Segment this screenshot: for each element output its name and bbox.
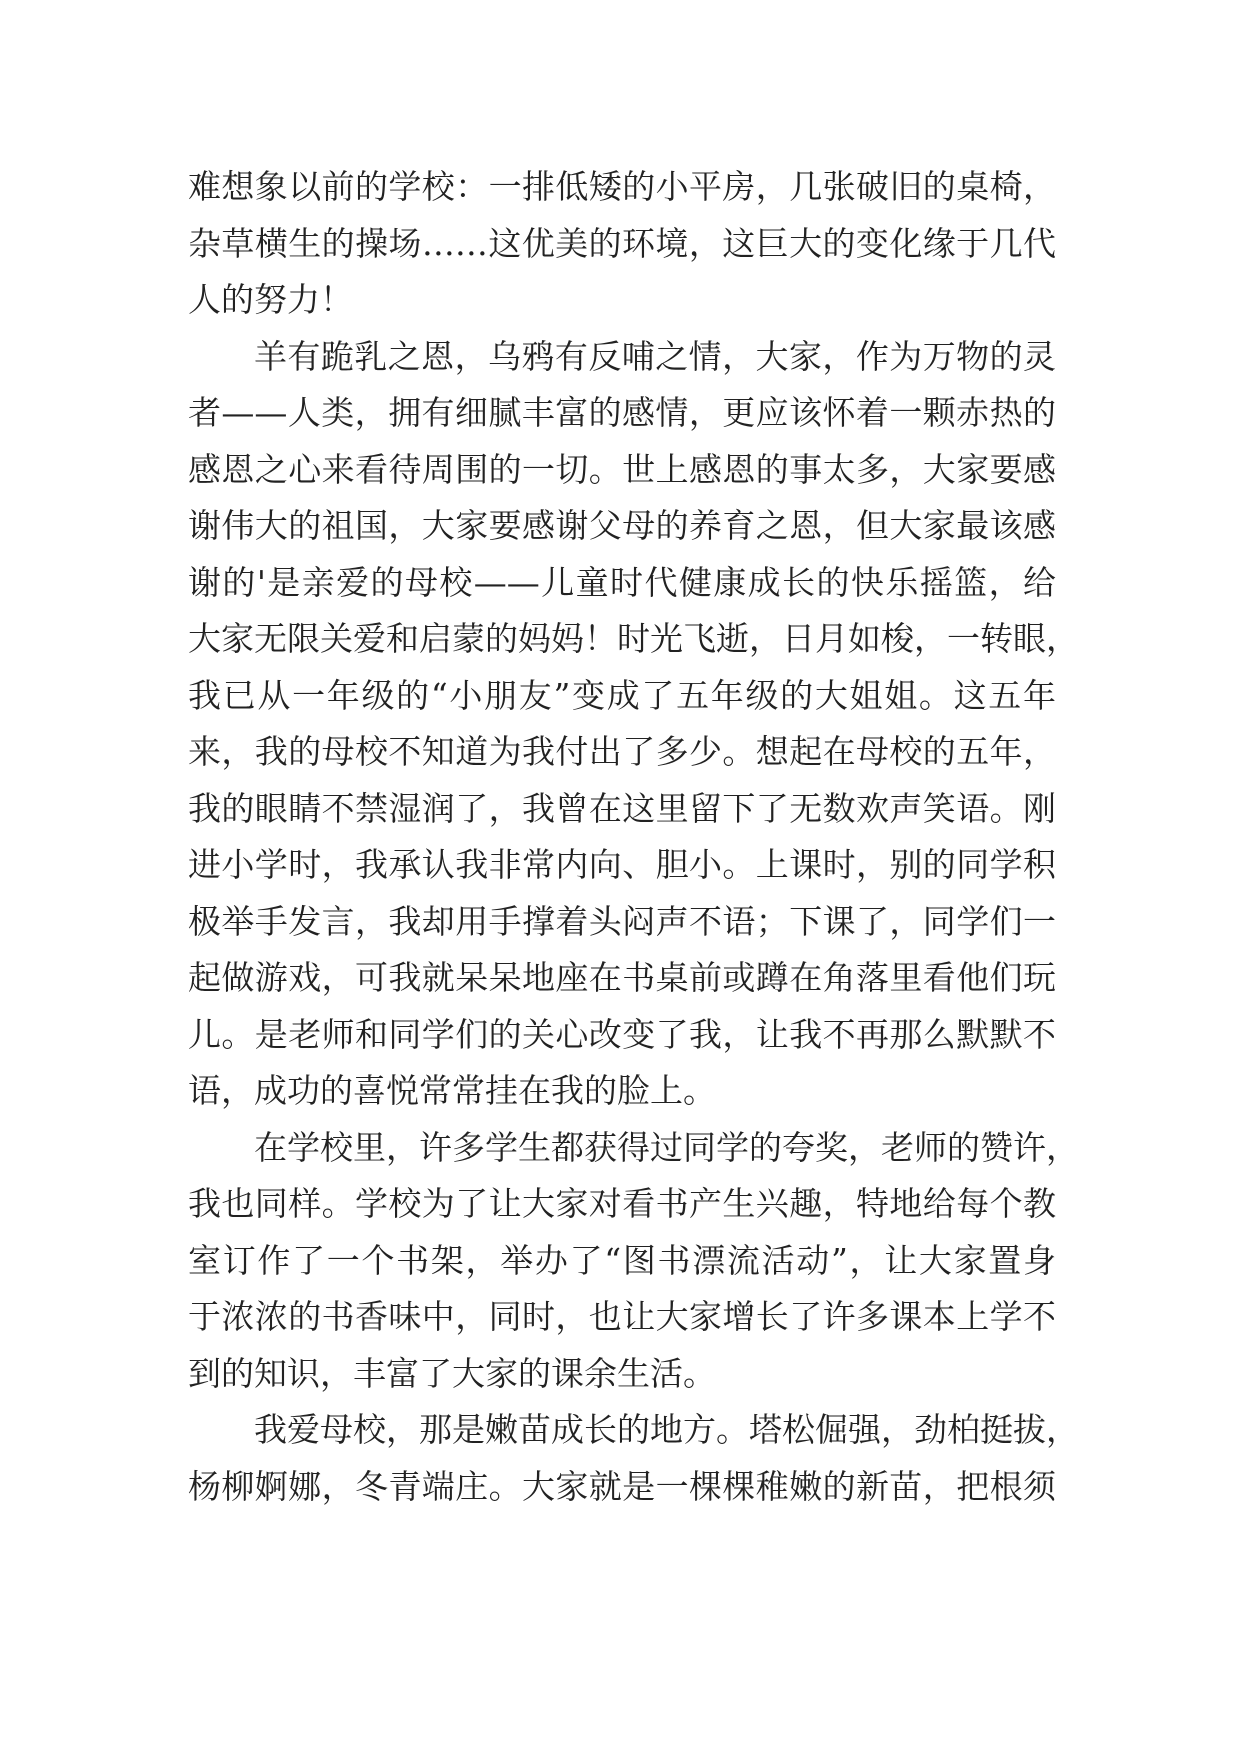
text-line: 我已从一年级的“小朋友”变成了五年级的大姐姐。这五年: [188, 675, 1056, 715]
text-line: 极举手发言，我却用手撑着头闷声不语；下课了，同学们一: [188, 901, 1056, 941]
text-line: 起做游戏，可我就呆呆地座在书桌前或蹲在角落里看他们玩: [188, 958, 1056, 997]
text-line: 语，成功的喜悦常常挂在我的脸上。: [188, 1071, 716, 1110]
text-line: 人的努力！: [188, 280, 353, 319]
text-line: 谢伟大的祖国，大家要感谢父母的养育之恩，但大家最该感: [188, 506, 1056, 545]
text-line: 来，我的母校不知道为我付出了多少。想起在母校的五年，: [188, 732, 1056, 771]
text-line: 杂草横生的操场……这优美的环境，这巨大的变化缘于几代: [188, 223, 1056, 263]
paragraph-first-line: 在学校里，许多学生都获得过同学的夸奖，老师的赞许，: [254, 1127, 1079, 1167]
text-line: 大家无限关爱和启蒙的妈妈！时光飞逝，日月如梭，一转眼，: [188, 619, 1079, 658]
text-line: 感恩之心来看待周围的一切。世上感恩的事太多，大家要感: [188, 449, 1056, 489]
text-line: 儿。是老师和同学们的关心改变了我，让我不再那么默默不: [188, 1014, 1056, 1054]
paragraph-first-line: 羊有跪乳之恩，乌鸦有反哺之情，大家，作为万物的灵: [254, 336, 1056, 376]
text-line: 我的眼睛不禁湿润了，我曾在这里留下了无数欢声笑语。刚: [188, 788, 1056, 828]
text-line: 难想象以前的学校：一排低矮的小平房，几张破旧的桌椅，: [188, 167, 1056, 206]
text-line: 室订作了一个书架，举办了“图书漂流活动”，让大家置身: [188, 1240, 1056, 1280]
text-line: 杨柳婀娜，冬青端庄。大家就是一棵棵稚嫩的新苗，把根须: [188, 1466, 1056, 1506]
text-line: 者——人类，拥有细腻丰富的感情，更应该怀着一颗赤热的: [188, 393, 1056, 432]
text-line: 到的知识，丰富了大家的课余生活。: [188, 1353, 716, 1393]
text-line: 进小学时，我承认我非常内向、胆小。上课时，别的同学积: [188, 845, 1056, 884]
paragraph-first-line: 我爱母校，那是嫩苗成长的地方。塔松倔强，劲柏挺拔，: [254, 1410, 1079, 1449]
text-line: 于浓浓的书香味中，同时，也让大家增长了许多课本上学不: [188, 1297, 1056, 1336]
document-body: [188, 159, 1079, 1515]
text-line: 我也同样。学校为了让大家对看书产生兴趣，特地给每个教: [188, 1184, 1056, 1223]
text-line: 谢的'是亲爱的母校——儿童时代健康成长的快乐摇篮，给: [188, 562, 1056, 602]
